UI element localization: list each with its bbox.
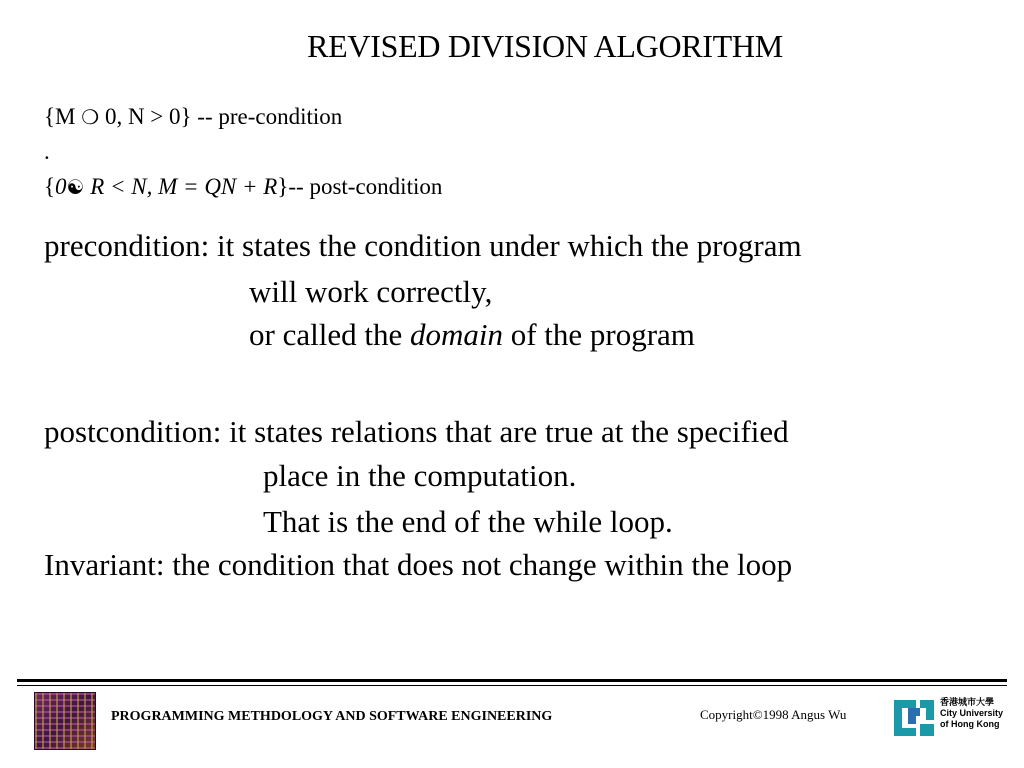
cityu-english-line-2: of Hong Kong bbox=[940, 719, 1000, 729]
postcondition-symbol: ☯ bbox=[66, 175, 85, 199]
postcondition-zero: 0 bbox=[55, 174, 67, 199]
footer-course-title: PROGRAMMING METHDOLOGY AND SOFTWARE ENGINEERING bbox=[111, 709, 553, 724]
cityu-english-line-1: City University bbox=[940, 708, 1004, 718]
footer-copyright: Copyright©1998 Angus Wu bbox=[700, 707, 847, 722]
footer-rule-thin bbox=[17, 685, 1007, 686]
precondition-line-3-b: of the program bbox=[502, 317, 695, 352]
precondition-line-1: precondition: it states the condition under which the program bbox=[44, 228, 802, 263]
postcondition-close: }-- post-condition bbox=[277, 174, 443, 199]
precondition-line-3-a: or called the bbox=[249, 317, 410, 352]
invariant-line: Invariant: the condition that does not change within the loop bbox=[44, 547, 793, 582]
cityu-chinese-name: 香港城市大學 bbox=[940, 697, 995, 707]
slide-title: REVISED DIVISION ALGORITHM bbox=[307, 28, 783, 64]
precondition-rest: 0, N > 0} -- pre-condition bbox=[99, 104, 343, 129]
precondition-formula bbox=[44, 105, 342, 128]
separator-dot: . bbox=[44, 139, 50, 164]
footer-rule-thick bbox=[17, 679, 1007, 682]
postcondition-line-2: place in the computation. bbox=[263, 458, 577, 493]
precondition-line-2: will work correctly, bbox=[249, 274, 493, 309]
precondition-open: {M bbox=[44, 104, 82, 129]
precondition-symbol: ❍ bbox=[81, 105, 100, 129]
postcondition-math: R < N, M = QN + R bbox=[84, 174, 278, 199]
postcondition-line-1: postcondition: it states relations that are true at the specified bbox=[44, 414, 789, 449]
postcondition-formula bbox=[44, 175, 442, 198]
circuit-chip-image bbox=[34, 692, 96, 750]
domain-emphasis: domain bbox=[409, 317, 503, 352]
cityu-logo-text bbox=[940, 697, 1003, 730]
precondition-line-3 bbox=[249, 319, 695, 350]
postcondition-open: { bbox=[44, 174, 56, 199]
postcondition-line-3: That is the end of the while loop. bbox=[263, 504, 673, 539]
